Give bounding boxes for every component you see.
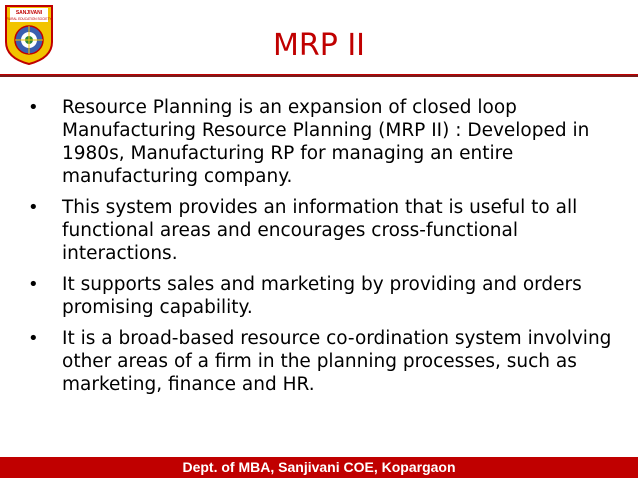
title-divider [0,74,638,77]
bullet-icon: • [28,97,39,118]
bullet-list [28,96,628,404]
page-title: MRP II [272,28,366,63]
list-item [28,196,628,265]
bullet-text: It supports sales and marketing by providing and orders promising capability. [62,274,582,318]
bullet-icon: • [28,197,39,218]
footer-bar [0,457,638,478]
bullet-icon: • [28,328,39,349]
logo-text-mid: RURAL EDUCATION SOCIETY [6,17,52,21]
bullet-text: It is a broad-based resource co-ordination system involving other areas of a firm in the planning processes, such as marketing, finance and HR. [62,328,612,395]
footer-text: Dept. of MBA, Sanjivani COE, Kopargaon [182,459,456,475]
list-item [28,96,628,188]
logo-text-top: SANJIVANI [15,10,43,16]
bullet-text: This system provides an information that is useful to all functional areas and encourages cross-functional interactions. [62,197,578,264]
bullet-text: Resource Planning is an expansion of closed loop Manufacturing Resource Planning (MRP II) : Developed in 1980s, Manufacturing RP for managing an entire manufacturing company. [62,97,590,187]
list-item [28,327,628,396]
bullet-icon: • [28,274,39,295]
list-item [28,273,628,319]
